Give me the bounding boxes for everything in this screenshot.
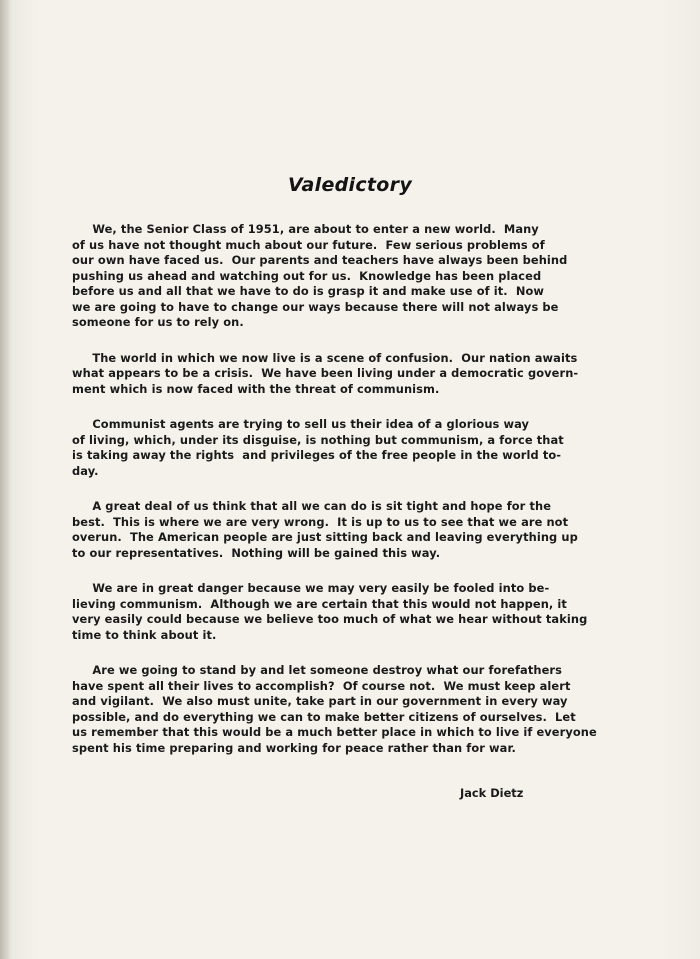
document-title: Valedictory	[287, 174, 413, 196]
document-body	[72, 222, 632, 776]
paragraph	[72, 663, 632, 756]
text-line: to our representatives. Nothing will be gained this way.	[72, 545, 441, 560]
paragraph	[72, 499, 632, 561]
text-line: possible, and do everything we can to make better citizens of ourselves. Let	[72, 709, 576, 724]
text-line: we are going to have to change our ways because there will not always be	[72, 299, 559, 314]
text-line: have spent all their lives to accomplish? Of course not. We must keep alert	[72, 678, 571, 693]
text-line: what appears to be a crisis. We have been living under a democratic govern-	[72, 366, 579, 380]
paragraph	[72, 351, 632, 398]
text-line: very easily could because we believe too much of what we hear without taking	[72, 612, 588, 626]
signature: Jack Dietz	[460, 786, 524, 800]
paragraph	[72, 222, 632, 331]
text-line: We are in great danger because we may very easily be fooled into be-	[72, 581, 550, 595]
text-line: our own have faced us. Our parents and teachers have always been behind	[72, 253, 568, 267]
text-line: day.	[72, 463, 99, 478]
paragraph	[72, 417, 632, 479]
text-line: of us have not thought much about our future. Few serious problems of	[72, 237, 545, 252]
text-line: pushing us ahead and watching out for us. Knowledge has been placed	[72, 268, 542, 283]
text-line: and vigilant. We also must unite, take part in our government in every way	[72, 694, 568, 708]
text-line: spent his time preparing and working for peace rather than for war.	[72, 740, 516, 755]
text-line: before us and all that we have to do is grasp it and make use of it. Now	[72, 284, 545, 298]
text-line: best. This is where we are very wrong. It is up to us to see that we are not	[72, 514, 569, 529]
text-line: Communist agents are trying to sell us their idea of a glorious way	[72, 417, 530, 431]
text-line: We, the Senior Class of 1951, are about to enter a new world. Many	[72, 222, 539, 236]
page-binding-shadow	[0, 0, 10, 959]
text-line: The world in which we now live is a scene of confusion. Our nation awaits	[72, 350, 578, 365]
text-line: overun. The American people are just sitting back and leaving everything up	[72, 530, 578, 544]
text-line: A great deal of us think that all we can do is sit tight and hope for the	[72, 499, 552, 513]
text-line: ment which is now faced with the threat of communism.	[72, 381, 440, 396]
text-line: of living, which, under its disguise, is nothing but communism, a force that	[72, 432, 564, 447]
text-line: is taking away the rights and privileges of the free people in the world to-	[72, 448, 562, 462]
text-line: lieving communism. Although we are certain that this would not happen, it	[72, 596, 567, 611]
paragraph	[72, 581, 632, 643]
text-line: us remember that this would be a much better place in which to live if everyone	[72, 725, 597, 739]
text-line: Are we going to stand by and let someone destroy what our forefathers	[72, 663, 563, 677]
text-line: time to think about it.	[72, 627, 217, 642]
text-line: someone for us to rely on.	[72, 315, 244, 329]
